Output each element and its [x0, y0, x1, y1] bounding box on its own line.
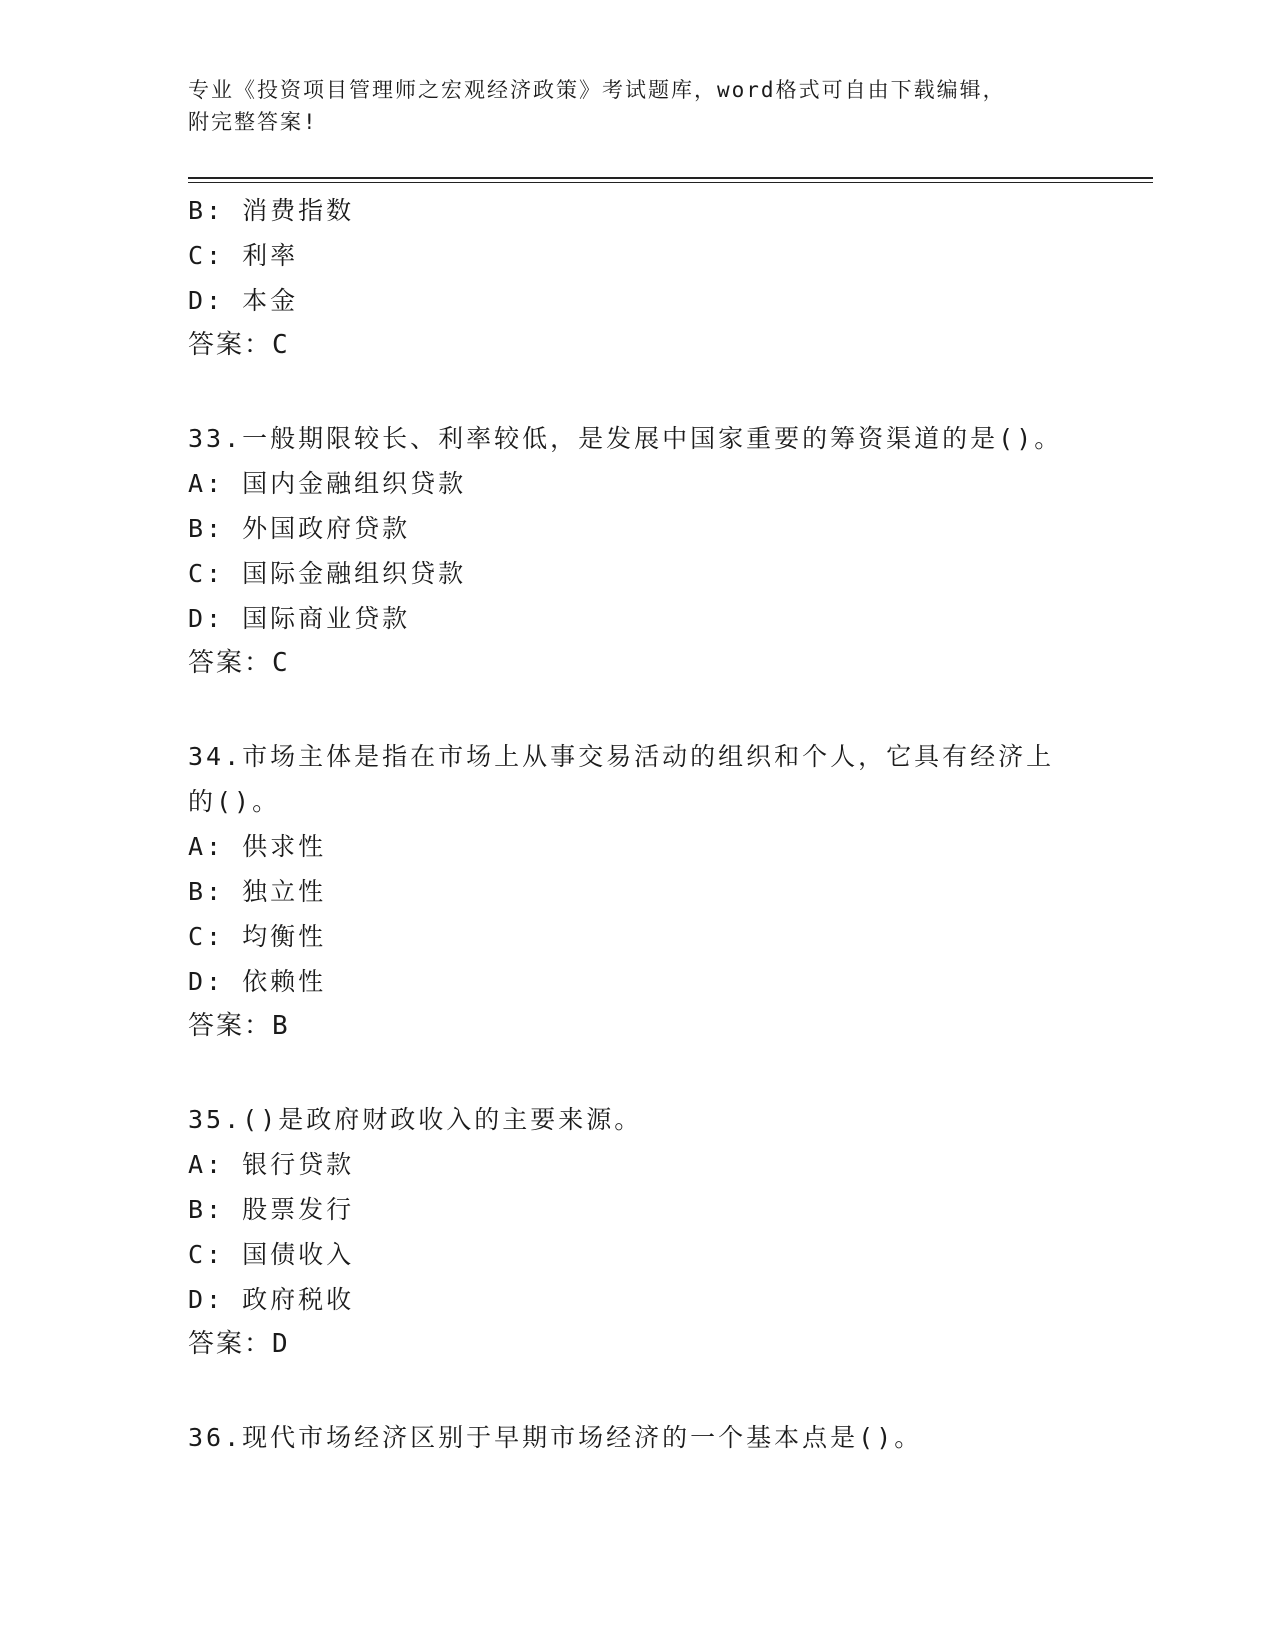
document-header [188, 74, 1088, 138]
answer-label: 答案：C [188, 330, 290, 360]
question-stem-line-2: 的()。 [188, 787, 281, 816]
option-b: B: 外国政府贷款 [188, 514, 411, 543]
option-a: A: 国内金融组织贷款 [188, 469, 467, 498]
option-b: B: 消费指数 [188, 196, 355, 225]
option-c: C: 利率 [188, 241, 299, 270]
question-list [188, 188, 1088, 1460]
option-d: D: 国际商业贷款 [188, 604, 411, 633]
option-d: D: 依赖性 [188, 967, 327, 996]
question-block-35 [188, 1097, 1088, 1367]
question-stem: 36.现代市场经济区别于早期市场经济的一个基本点是()。 [188, 1423, 923, 1452]
question-block-34 [188, 734, 1088, 1049]
question-block-33 [188, 416, 1088, 686]
answer-label: 答案：C [188, 648, 290, 678]
header-line-1: 专业《投资项目管理师之宏观经济政策》考试题库，word格式可自由下载编辑， [188, 78, 1006, 102]
header-divider-thick [188, 177, 1153, 179]
option-c: C: 国债收入 [188, 1240, 355, 1269]
option-a: A: 供求性 [188, 832, 327, 861]
option-a: A: 银行贷款 [188, 1150, 355, 1179]
answer-label: 答案：B [188, 1011, 290, 1041]
header-divider-thin [188, 182, 1153, 183]
question-stem: 35.()是政府财政收入的主要来源。 [188, 1105, 643, 1134]
option-c: C: 国际金融组织贷款 [188, 559, 467, 588]
question-stem-line-1: 34.市场主体是指在市场上从事交易活动的组织和个人，它具有经济上 [188, 742, 1055, 771]
answer-label: 答案：D [188, 1329, 290, 1359]
option-b: B: 股票发行 [188, 1195, 355, 1224]
option-b: B: 独立性 [188, 877, 327, 906]
option-d: D: 本金 [188, 286, 299, 315]
header-line-2: 附完整答案! [188, 110, 318, 134]
question-block-36 [188, 1415, 1088, 1460]
option-d: D: 政府税收 [188, 1285, 355, 1314]
question-stem: 33.一般期限较长、利率较低，是发展中国家重要的筹资渠道的是()。 [188, 424, 1063, 453]
option-c: C: 均衡性 [188, 922, 327, 951]
question-block-32 [188, 188, 1088, 368]
